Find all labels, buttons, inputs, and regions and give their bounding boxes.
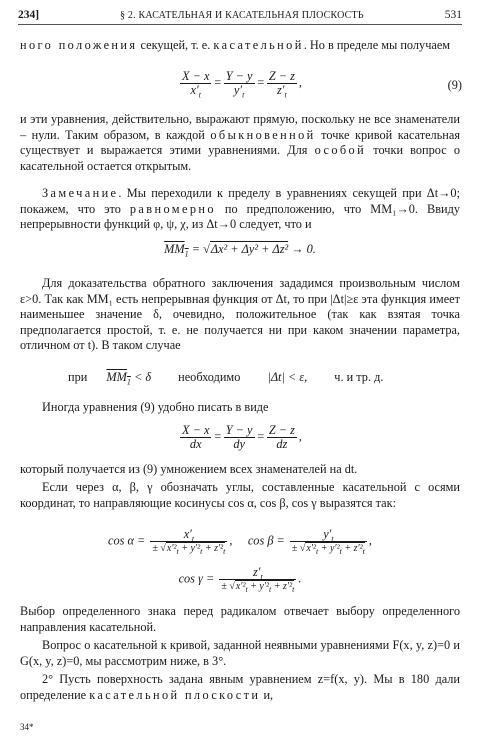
header-page-number: 531 xyxy=(444,9,462,21)
header-section-number: 234] xyxy=(18,9,40,21)
paragraph-direction-cosines: Если через α, β, γ обозначать углы, составленные касательной с осями координат, то направляющие косинусы cos α, cos β, cos γ выразятся так: xyxy=(20,480,460,510)
paragraph-differential-form: Иногда уравнения (9) удобно писать в виде xyxy=(42,400,269,414)
equation-cos-gamma: cos γ = $\frac{z'_t}{\pm √x'^2_t + y'^2_t + z'^2_t}$ . xyxy=(178,565,302,594)
paragraph-sign-choice: Выбор определенного знака перед радикалом отвечает выбору определенного направления касательной. xyxy=(20,604,460,634)
paragraph-remark: Замечание. Мы переходили к пределу в уравнениях секущей при Δt→0; покажем, что это равномерно по предположению, что MM₁→0. Ввиду непрерывности функций φ, ψ, χ, из Δt→0 следует, что и xyxy=(20,186,460,232)
equation-9-number: (9) xyxy=(447,78,462,92)
equation-9: $\frac{X - x}{x'_t}$ = $\frac{Y - y}{y'_t}$ = $\frac{Z - z}{z'_t}$ , xyxy=(182,69,302,100)
paragraph-multiply: который получается из (9) умножением всех знаменателей на dt. xyxy=(20,462,358,476)
signature-mark: 34* xyxy=(20,722,34,732)
equation-cos-alpha-beta: cos α = $\frac{x'_t}{\pm √x'^2_t + y'^2_t + z'^2_t}$ , cos β = $\frac{y'_t}{\pm √x'^2_t + y'^2_t + z'^2_t}$ , xyxy=(108,527,372,556)
equation-differential: $\frac{X - x}{dx}$ = $\frac{Y - y}{dy}$ = $\frac{Z - z}{dz}$ , xyxy=(182,423,302,451)
paragraph-converse: Для доказательства обратного заключения зададимся произвольным числом ε>0. Так как MM₁ есть непрерывная функция от Δt, то при |Δt|≥ε эта функция имеет наименьшее значение δ, очевидно, положительное (так как взятая точка предполагается простой, т. е. не получается ни при каком значении параметра, отличном от t). В таком случае xyxy=(20,276,460,353)
paragraph-implicit: Вопрос о касательной к кривой, заданной неявными уравнениями F(x, y, z)=0 и G(x, y, z)=0, мы рассмотрим ниже, в 3°. xyxy=(20,638,460,668)
running-header xyxy=(18,8,462,25)
equation-chord-length: $MM_1 = √\Delta x^2 + \Delta y^2 + \Delta z^2 \to 0$. xyxy=(164,242,316,259)
paragraph-1: ного положения секущей, т. е. касательной. Но в пределе мы получаем xyxy=(20,38,451,52)
condition-line: при $MM_1 < \delta$ необходимо |Δt| < ε, ч. и тр. д. xyxy=(68,370,384,387)
header-title: § 2. КАСАТЕЛЬНАЯ И КАСАТЕЛЬНАЯ ПЛОСКОСТЬ xyxy=(120,10,364,21)
paragraph-tangent-plane: 2° Пусть поверхность задана явным уравнением z=f(x, y). Мы в 180 дали определение касательной плоскости и, xyxy=(20,672,460,702)
paragraph-2: и эти уравнения, действительно, выражают прямую, поскольку не все знаменатели – нули. Таким образом, в каждой обыкновенной точке кривой касательная существует и выражается этими уравнениями. Для особой точки вопрос о касательной остается открытым. xyxy=(20,112,461,173)
